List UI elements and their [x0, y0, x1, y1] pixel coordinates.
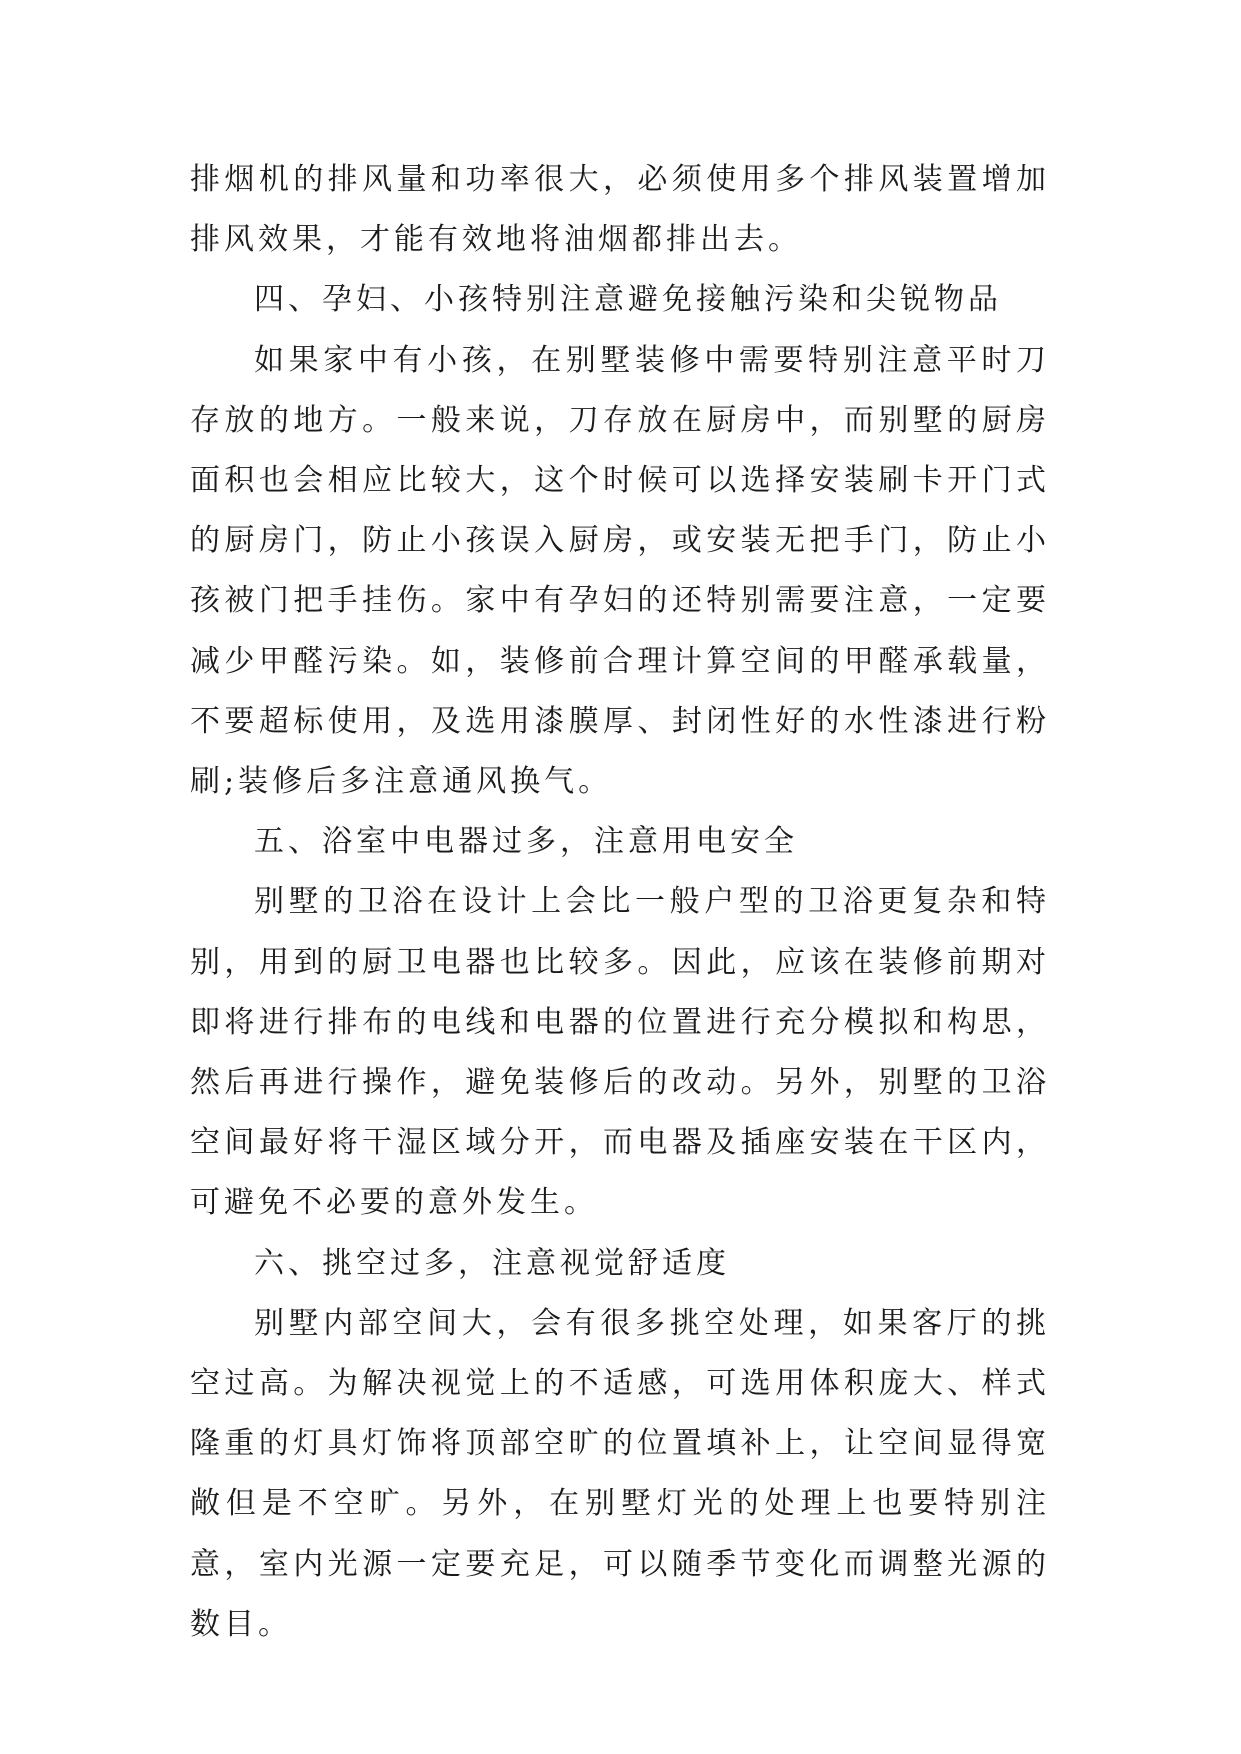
- paragraph-section-5: 别墅的卫浴在设计上会比一般户型的卫浴更复杂和特别，用到的厨卫电器也比较多。因此，应该在装修前期对即将进行排布的电线和电器的位置进行充分模拟和构思，然后再进行操作，避免装修后的改动。另外，别墅的卫浴空间最好将干湿区域分开，而电器及插座安装在干区内，可避免不必要的意外发生。: [190, 884, 1050, 1221]
- section-heading-5: 五、浴室中电器过多，注意用电安全: [254, 824, 798, 860]
- paragraph-section-4: 如果家中有小孩，在别墅装修中需要特别注意平时刀存放的地方。一般来说，刀存放在厨房中，而别墅的厨房面积也会相应比较大，这个时候可以选择安装刷卡开门式的厨房门，防止小孩误入厨房，或安装无把手门，防止小孩被门把手挂伤。家中有孕妇的还特别需要注意，一定要减少甲醛污染。如，装修前合理计算空间的甲醛承载量，不要超标使用，及选用漆膜厚、封闭性好的水性漆进行粉刷;装修后多注意通风换气。: [190, 342, 1050, 800]
- document-body: [190, 150, 1050, 1655]
- section-heading-6: 六、挑空过多，注意视觉舒适度: [254, 1245, 730, 1281]
- section-heading-4: 四、孕妇、小孩特别注意避免接触污染和尖锐物品: [254, 282, 1002, 318]
- paragraph-section-6: 别墅内部空间大，会有很多挑空处理，如果客厅的挑空过高。为解决视觉上的不适感，可选用体积庞大、样式隆重的灯具灯饰将顶部空旷的位置填补上，让空间显得宽敞但是不空旷。另外，在别墅灯光的处理上也要特别注意，室内光源一定要充足，可以随季节变化而调整光源的数目。: [190, 1305, 1050, 1642]
- paragraph-continuation: 排烟机的排风量和功率很大，必须使用多个排风装置增加排风效果，才能有效地将油烟都排出去。: [190, 162, 1050, 258]
